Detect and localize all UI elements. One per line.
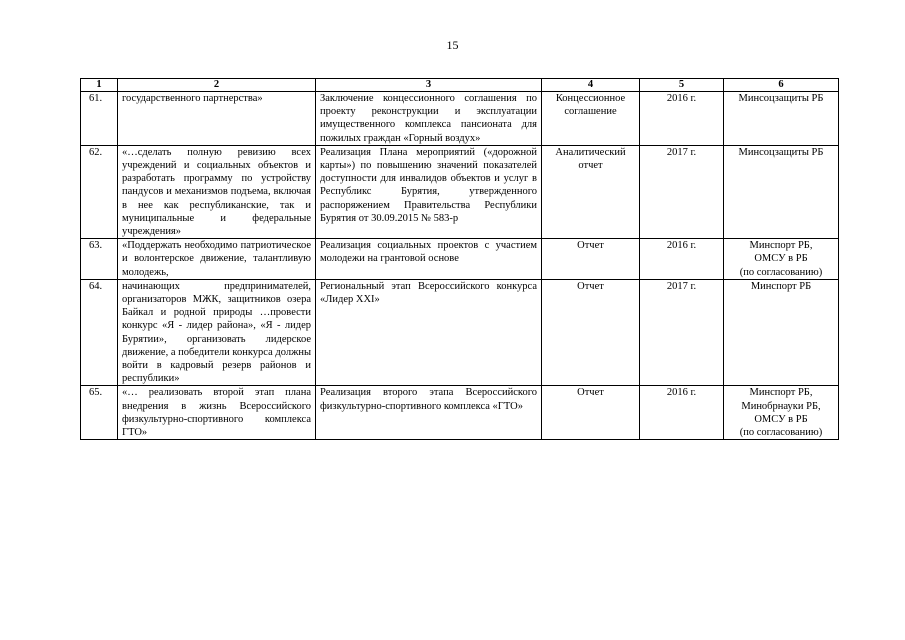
responsible-cell — [724, 239, 839, 280]
action-cell: Заключение концессионного соглашения по проекту реконструкции и эксплуатации имущественного комплекса пансионата для пожилых граждан «Горный воздух» — [316, 92, 542, 146]
responsible-line: Минспорт РБ, — [749, 240, 813, 252]
table-row — [81, 239, 839, 280]
responsible-line: ОМСУ в РБ — [754, 413, 808, 425]
form-cell: Отчет — [542, 386, 640, 440]
task-cell: «Поддержать необходимо патриотическое и волонтерское движение, талантливую молодежь, — [118, 239, 316, 280]
responsible-cell — [724, 279, 839, 386]
responsible-line: (по согласованию) — [739, 427, 823, 439]
year-cell: 2016 г. — [640, 92, 724, 146]
header-cell: 3 — [316, 79, 542, 92]
table-row — [81, 92, 839, 146]
task-cell: «… реализовать второй этап плана внедрения в жизнь Всероссийского физкультурно-спортивного комплекса ГТО» — [118, 386, 316, 440]
year-cell: 2016 г. — [640, 386, 724, 440]
task-cell: «…сделать полную ревизию всех учреждений и социальных объектов и разработать программу по устройству пандусов и механизмов подъема, включая в нее как республиканские, так и муниципальные и федеральные учреждения» — [118, 145, 316, 238]
header-cell: 1 — [81, 79, 118, 92]
responsible-line: (по согласованию) — [739, 266, 823, 278]
year-cell: 2017 г. — [640, 145, 724, 238]
header-row — [81, 79, 839, 92]
header-cell: 6 — [724, 79, 839, 92]
action-cell: Реализация Плана мероприятий («дорожной карты») по повышению значений показателей доступности для инвалидов объектов и услуг в Республикс Бурятия, утвержденного распоряжением Правительства Республики Бурятия от 30.09.2015 № 583-р — [316, 145, 542, 238]
year-cell: 2016 г. — [640, 239, 724, 280]
row-number: 63. — [81, 239, 118, 280]
year-cell: 2017 г. — [640, 279, 724, 386]
action-cell: Региональный этап Всероссийского конкурса «Лидер XXI» — [316, 279, 542, 386]
row-number: 65. — [81, 386, 118, 440]
plan-table — [80, 78, 839, 440]
task-cell: начинающих предпринимателей, организаторов МЖК, защитников озера Байкал и родной природы …провести конкурс «Я - лидер района», «Я - лидер Бурятии», организовать лидерское движение, а победители конкурса должны войти в кадровый резерв районов и республики» — [118, 279, 316, 386]
responsible-line: Минсоцзащиты РБ — [738, 146, 824, 158]
form-cell: Отчет — [542, 279, 640, 386]
responsible-line: ОМСУ в РБ — [754, 253, 808, 265]
action-cell: Реализация социальных проектов с участием молодежи на грантовой основе — [316, 239, 542, 280]
task-cell: государственного партнерства» — [118, 92, 316, 146]
responsible-line: Минспорт РБ — [750, 280, 812, 292]
table-row — [81, 279, 839, 386]
responsible-cell — [724, 386, 839, 440]
row-number: 61. — [81, 92, 118, 146]
form-cell: Концессионное соглашение — [542, 92, 640, 146]
form-cell: Аналитический отчет — [542, 145, 640, 238]
page-number: 15 — [446, 38, 459, 52]
responsible-line: Минспорт РБ, — [749, 387, 813, 399]
form-cell: Отчет — [542, 239, 640, 280]
table-row — [81, 386, 839, 440]
row-number: 62. — [81, 145, 118, 238]
responsible-line: Минобрнауки РБ, — [741, 400, 821, 412]
header-cell: 2 — [118, 79, 316, 92]
action-cell: Реализация второго этапа Всероссийского физкультурно-спортивного комплекса «ГТО» — [316, 386, 542, 440]
header-cell: 4 — [542, 79, 640, 92]
responsible-line: Минсоцзащиты РБ — [738, 93, 824, 104]
table-row — [81, 145, 839, 238]
responsible-cell — [724, 92, 839, 146]
header-cell: 5 — [640, 79, 724, 92]
responsible-cell — [724, 145, 839, 238]
row-number: 64. — [81, 279, 118, 386]
